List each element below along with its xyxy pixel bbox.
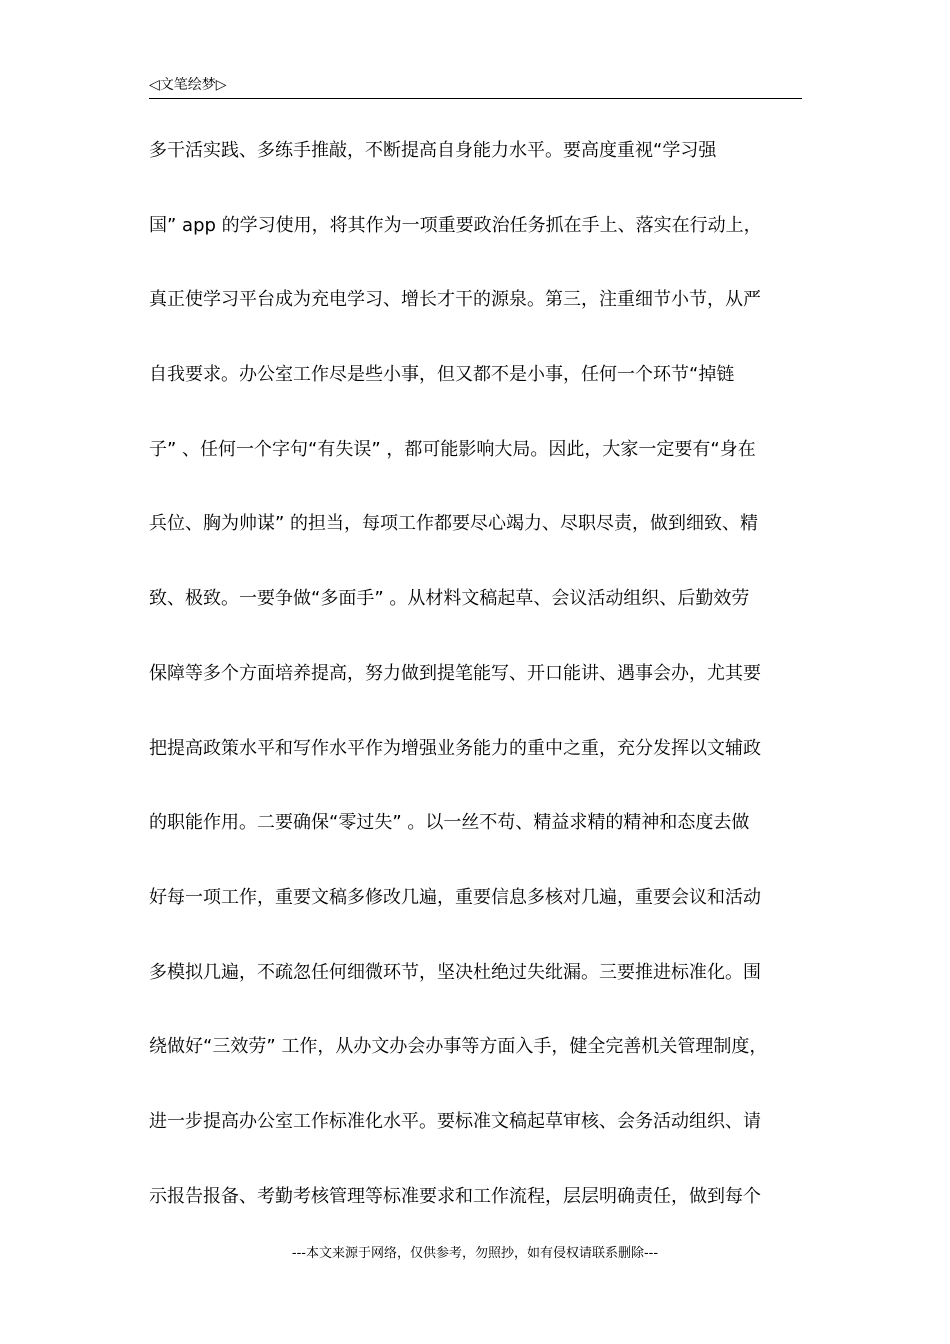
text-line: 多干活实践、多练手推敲，不断提高自身能力水平。要高度重视“学习强 <box>149 140 717 161</box>
text-line: 示报告报备、考勤考核管理等标准要求和工作流程，层层明确责任，做到每个 <box>149 1185 761 1207</box>
text-line: 真正使学习平台成为充电学习、增长才干的源泉。第三，注重细节小节，从严 <box>149 289 761 311</box>
text-line: 兵位、胸为帅谋” 的担当，每项工作都要尽心竭力、尽职尽责，做到细致、精 <box>149 513 759 535</box>
page-footer: ---本文来源于网络，仅供参考，勿照抄，如有侵权请联系删除--- <box>291 1246 659 1261</box>
text-line: 子” 、任何一个字句“有失误” ，都可能影响大局。因此，大家一定要有“身在 <box>149 438 756 460</box>
text-line: 绕做好“三效劳” 工作，从办文办会办事等方面入手，健全完善机关管理制度， <box>149 1036 768 1058</box>
text-line: 保障等多个方面培养提高，努力做到提笔能写、开口能讲、遇事会办，尤其要 <box>149 662 761 684</box>
text-line: 致、极致。一要争做“多面手” 。从材料文稿起草、会议活动组织、后勤效劳 <box>149 588 750 610</box>
text-line: 国” app 的学习使用，将其作为一项重要政治任务抓在手上、落实在行动上， <box>149 214 762 236</box>
page-header <box>149 74 802 99</box>
text-line: 进一步提高办公室工作标准化水平。要标准文稿起草审核、会务活动组织、请 <box>149 1110 761 1132</box>
text-line: 把提高政策水平和写作水平作为增强业务能力的重中之重，充分发挥以文辅政 <box>149 737 761 759</box>
text-line: 自我要求。办公室工作尽是些小事，但又都不是小事，任何一个环节“掉链 <box>149 364 735 386</box>
text-line: 好每一项工作，重要文稿多修改几遍，重要信息多核对几遍，重要会议和活动 <box>149 886 761 908</box>
document-body <box>149 134 809 1254</box>
header-title: ◁文笔绘梦▷ <box>149 77 227 93</box>
text-line: 多模拟几遍，不疏忽任何细微环节，坚决杜绝过失纰漏。三要推进标准化。围 <box>149 961 761 983</box>
text-line: 的职能作用。二要确保“零过失” 。以一丝不苟、精益求精的精神和态度去做 <box>149 812 750 834</box>
